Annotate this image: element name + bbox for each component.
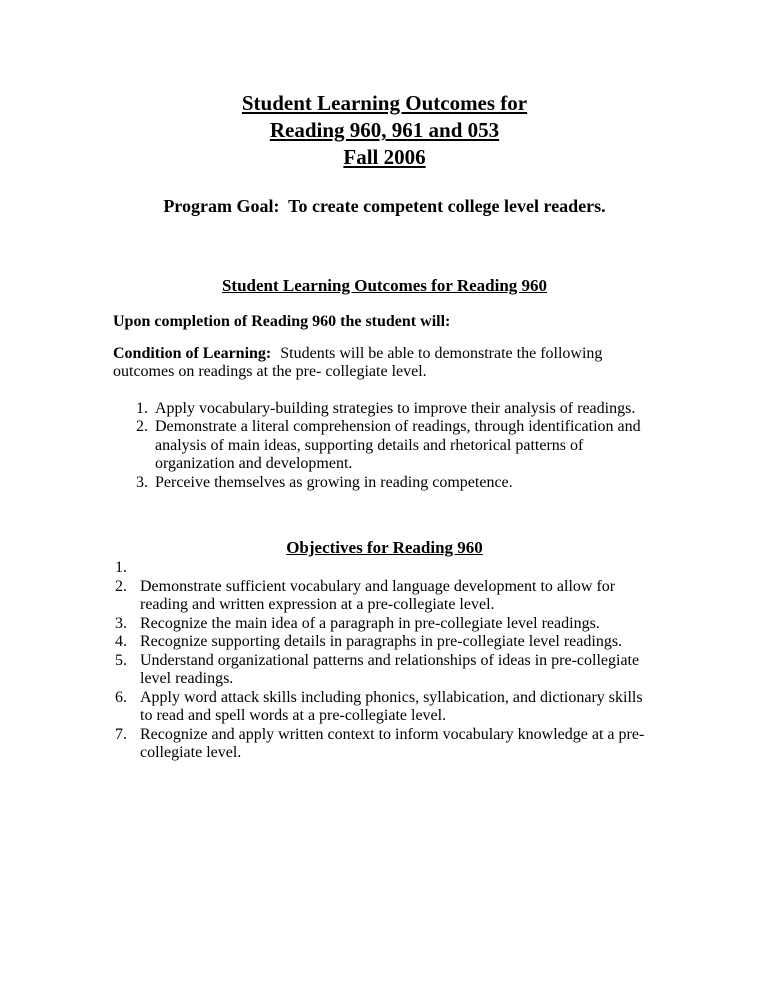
list-item-number: 3. [136,473,148,491]
list-item-text: Demonstrate a literal comprehension of readings, through identification and analysis of main ideas, supporting details and rhetorical patterns of organization and development. [155,418,641,472]
outcomes-list-item [136,400,656,419]
outcomes-list-item [136,418,656,474]
outcomes-section-heading-text: Student Learning Outcomes for Reading 960 [221,276,548,295]
list-item-number: 2. [136,418,148,435]
outcomes-list-item [136,474,656,493]
list-item-number: 1. [115,559,127,576]
list-item-number: 1. [136,399,148,417]
list-item-text: Perceive themselves as growing in reading competence. [155,473,513,491]
outcomes-intro: Upon completion of Reading 960 the student will: [113,313,451,330]
objectives-list [113,559,656,763]
list-item-number: 7. [115,725,127,743]
title-line-1-text: Student Learning Outcomes for [241,91,528,115]
outcomes-list [113,400,656,493]
condition-label: Condition of Learning: [113,344,272,362]
title-line-2-text: Reading 960, 961 and 053 [269,118,500,142]
objectives-list-item [115,559,656,578]
objectives-section-heading [113,537,656,559]
list-item-number: 3. [115,614,127,632]
condition-of-learning-paragraph [113,345,656,382]
list-item-number: 5. [115,651,127,669]
objectives-list-item [115,652,656,689]
list-item-number: 2. [115,577,127,595]
list-item-number: 4. [115,633,127,650]
list-item-text: Apply vocabulary-building strategies to improve their analysis of readings. [155,399,636,417]
program-goal: Program Goal: To create competent college level readers. [163,196,606,216]
objectives-list-item [115,615,656,634]
objectives-list-item [115,689,656,726]
condition-text: Students will be able to demonstrate the following outcomes on readings at the pre- collegiate level. [113,344,603,380]
list-item-text [140,559,656,578]
list-item-text: Demonstrate sufficient vocabulary and language development to allow for reading and written expression at a pre-collegiate level. [140,577,616,613]
objectives-list-item [115,726,656,763]
title-line-3-text: Fall 2006 [343,145,426,169]
outcomes-section-heading [113,275,656,297]
list-item-text: Apply word attack skills including phonics, syllabication, and dictionary skills to read and spell words at a pre-collegiate level. [140,688,643,724]
objectives-list-item [115,633,656,652]
list-item-number: 6. [115,688,127,706]
objectives-section-heading-text: Objectives for Reading 960 [286,538,483,557]
title-line-3 [113,144,656,171]
title-line-1 [113,90,656,117]
list-item-text: Recognize the main idea of a paragraph in pre-collegiate level readings. [140,614,600,632]
title-line-2 [113,117,656,144]
list-item-text: Recognize and apply written context to inform vocabulary knowledge at a pre-collegiate level. [140,725,645,761]
list-item-text: Recognize supporting details in paragraphs in pre-collegiate level readings. [140,633,623,650]
list-item-text: Understand organizational patterns and relationships of ideas in pre-collegiate level readings. [140,651,640,687]
objectives-list-item [115,578,656,615]
document-title [113,90,656,171]
